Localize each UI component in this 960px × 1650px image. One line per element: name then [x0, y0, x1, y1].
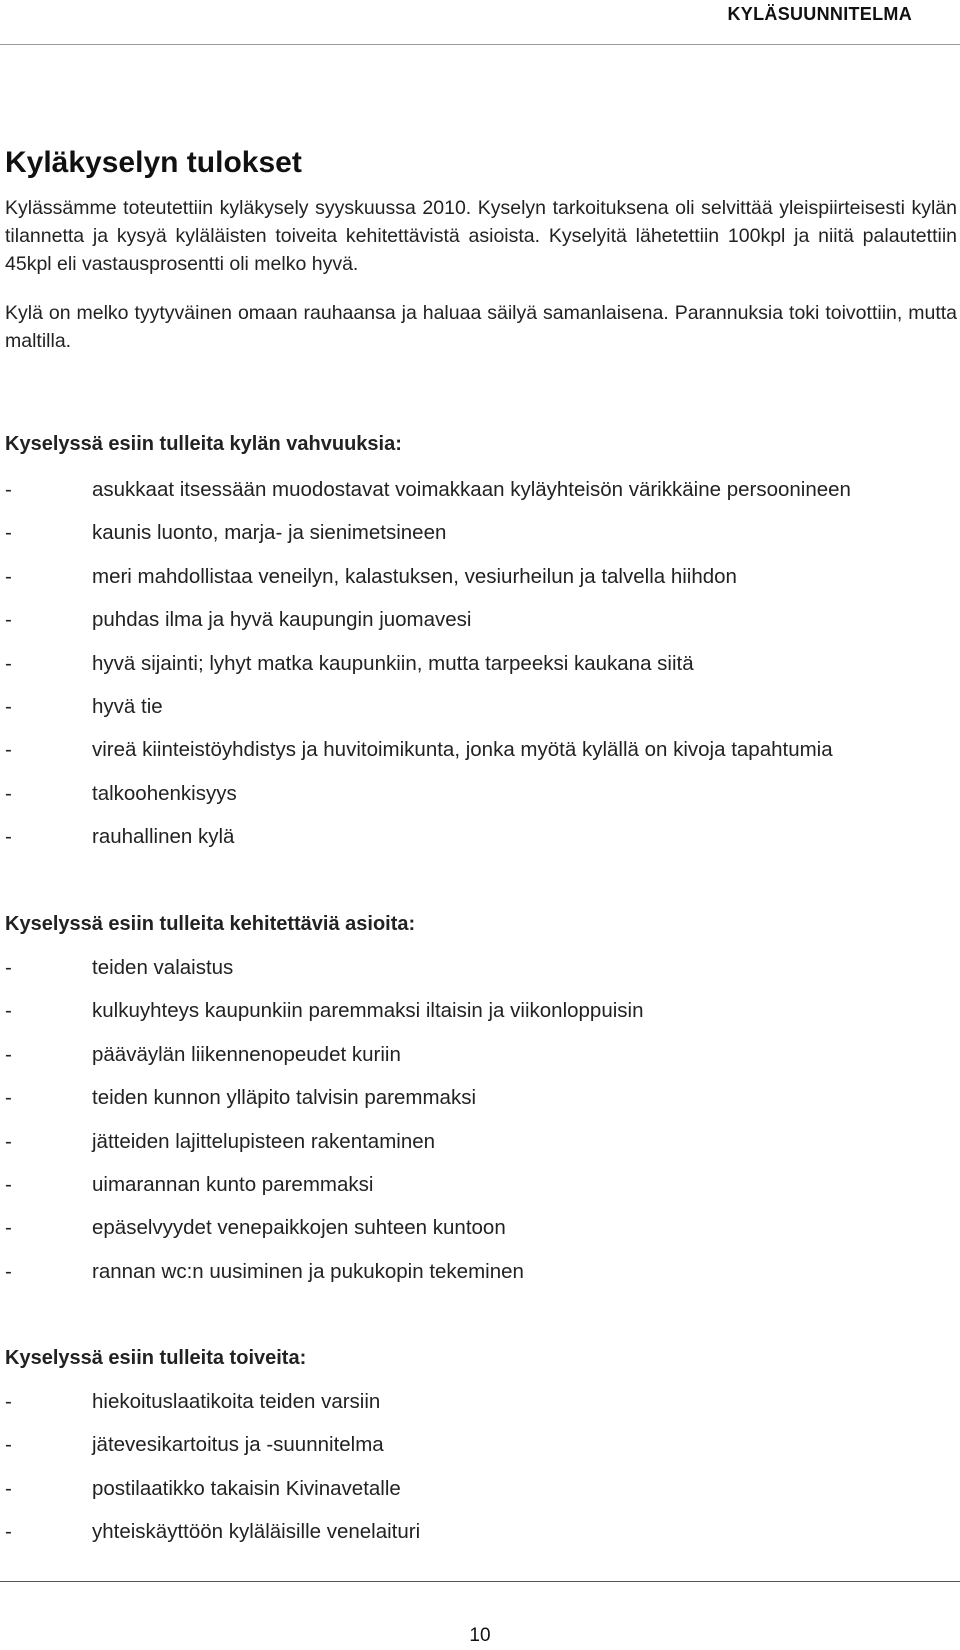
list-dash: - [5, 1433, 12, 1457]
list-dash: - [5, 999, 12, 1023]
list-dash: - [5, 1086, 12, 1110]
list-dash: - [5, 781, 12, 805]
list-dash: - [5, 1520, 12, 1544]
list-dash: - [5, 478, 12, 501]
list-item [5, 1163, 644, 1206]
strengths-heading: Kyselyssä esiin tulleita kylän vahvuuksia: [5, 433, 402, 455]
list-item-text: jätteiden lajittelupisteen rakentaminen [92, 1129, 436, 1153]
list-item [5, 989, 644, 1032]
list-item [5, 1076, 644, 1119]
list-item [5, 1467, 420, 1510]
list-item [5, 1423, 420, 1466]
page-title: Kyläkyselyn tulokset [5, 146, 302, 179]
footer-rule [0, 1581, 960, 1582]
list-dash: - [5, 1476, 12, 1500]
list-item [5, 815, 851, 858]
list-dash: - [5, 1172, 12, 1196]
list-dash: - [5, 956, 12, 979]
improvements-list [5, 946, 644, 1293]
list-item [5, 1206, 644, 1249]
list-dash: - [5, 608, 12, 632]
header-rule [0, 44, 960, 45]
list-item [5, 642, 851, 685]
list-item [5, 772, 851, 815]
list-item-text: asukkaat itsessään muodostavat voimakkaan kyläyhteisön värikkäine persoonineen [92, 478, 851, 501]
list-dash: - [5, 825, 12, 849]
list-dash: - [5, 1216, 12, 1240]
list-item-text: meri mahdollistaa veneilyn, kalastuksen, vesiurheilun ja talvella hiihdon [92, 564, 737, 588]
list-dash: - [5, 564, 12, 588]
list-item [5, 685, 851, 728]
list-item [5, 468, 851, 511]
wishes-heading: Kyselyssä esiin tulleita toiveita: [5, 1347, 307, 1369]
list-item [5, 555, 851, 598]
list-item-text: jätevesikartoitus ja -suunnitelma [92, 1433, 384, 1457]
list-dash: - [5, 694, 12, 718]
list-item-text: kaunis luonto, marja- ja sienimetsineen [92, 521, 447, 545]
improvements-heading: Kyselyssä esiin tulleita kehitettäviä asioita: [5, 913, 416, 935]
intro-paragraph-1: Kylässämme toteutettiin kyläkysely syyskuussa 2010. Kyselyn tarkoituksena oli selvittää yleispiirteisesti kylän tilannetta ja kysyä kyläläisten toiveita kehitettävistä asioista. Kyselyitä lähetettiin 100kpl ja niitä palautettiin 45kpl eli vastausprosentti oli melko hyvä. [5, 197, 957, 275]
list-item-text: teiden valaistus [92, 956, 234, 979]
list-item-text: hyvä tie [92, 694, 163, 718]
list-item [5, 1120, 644, 1163]
list-dash: - [5, 1129, 12, 1153]
page-number: 10 [469, 1625, 491, 1646]
list-item [5, 1380, 420, 1423]
list-item [5, 1250, 644, 1293]
list-item-text: vireä kiinteistöyhdistys ja huvitoimikunta, jonka myötä kylällä on kivoja tapahtumia [92, 738, 833, 762]
list-item-text: postilaatikko takaisin Kivinavetalle [92, 1476, 401, 1500]
strengths-list [5, 468, 851, 859]
list-dash: - [5, 651, 12, 675]
list-dash: - [5, 738, 12, 762]
intro-paragraph-2: Kylä on melko tyytyväinen omaan rauhaansa ja haluaa säilyä samanlaisena. Parannuksia toki toivottiin, mutta maltilla. [5, 302, 957, 352]
list-item [5, 946, 644, 989]
list-dash: - [5, 1390, 12, 1413]
running-header: KYLÄSUUNNITELMA [727, 4, 912, 24]
list-item [5, 1510, 420, 1553]
list-item-text: uimarannan kunto paremmaksi [92, 1172, 374, 1196]
list-item-text: epäselvyydet venepaikkojen suhteen kuntoon [92, 1216, 506, 1240]
list-item-text: pääväylän liikennenopeudet kuriin [92, 1042, 401, 1066]
list-item-text: rauhallinen kylä [92, 825, 235, 849]
list-item-text: talkoohenkisyys [92, 781, 237, 805]
list-dash: - [5, 1259, 12, 1283]
list-item-text: hiekoituslaatikoita teiden varsiin [92, 1390, 381, 1413]
list-item-text: puhdas ilma ja hyvä kaupungin juomavesi [92, 608, 472, 632]
list-item-text: rannan wc:n uusiminen ja pukukopin tekeminen [92, 1259, 524, 1283]
list-item-text: kulkuyhteys kaupunkiin paremmaksi iltaisin ja viikonloppuisin [92, 999, 644, 1023]
list-item-text: hyvä sijainti; lyhyt matka kaupunkiin, mutta tarpeeksi kaukana siitä [92, 651, 694, 675]
list-item [5, 598, 851, 641]
list-dash: - [5, 1042, 12, 1066]
list-item-text: teiden kunnon ylläpito talvisin paremmaksi [92, 1086, 477, 1110]
list-item [5, 511, 851, 554]
list-item-text: yhteiskäyttöön kyläläisille venelaituri [92, 1520, 421, 1544]
list-dash: - [5, 521, 12, 545]
list-item [5, 1033, 644, 1076]
list-item [5, 728, 851, 771]
wishes-list [5, 1380, 420, 1554]
